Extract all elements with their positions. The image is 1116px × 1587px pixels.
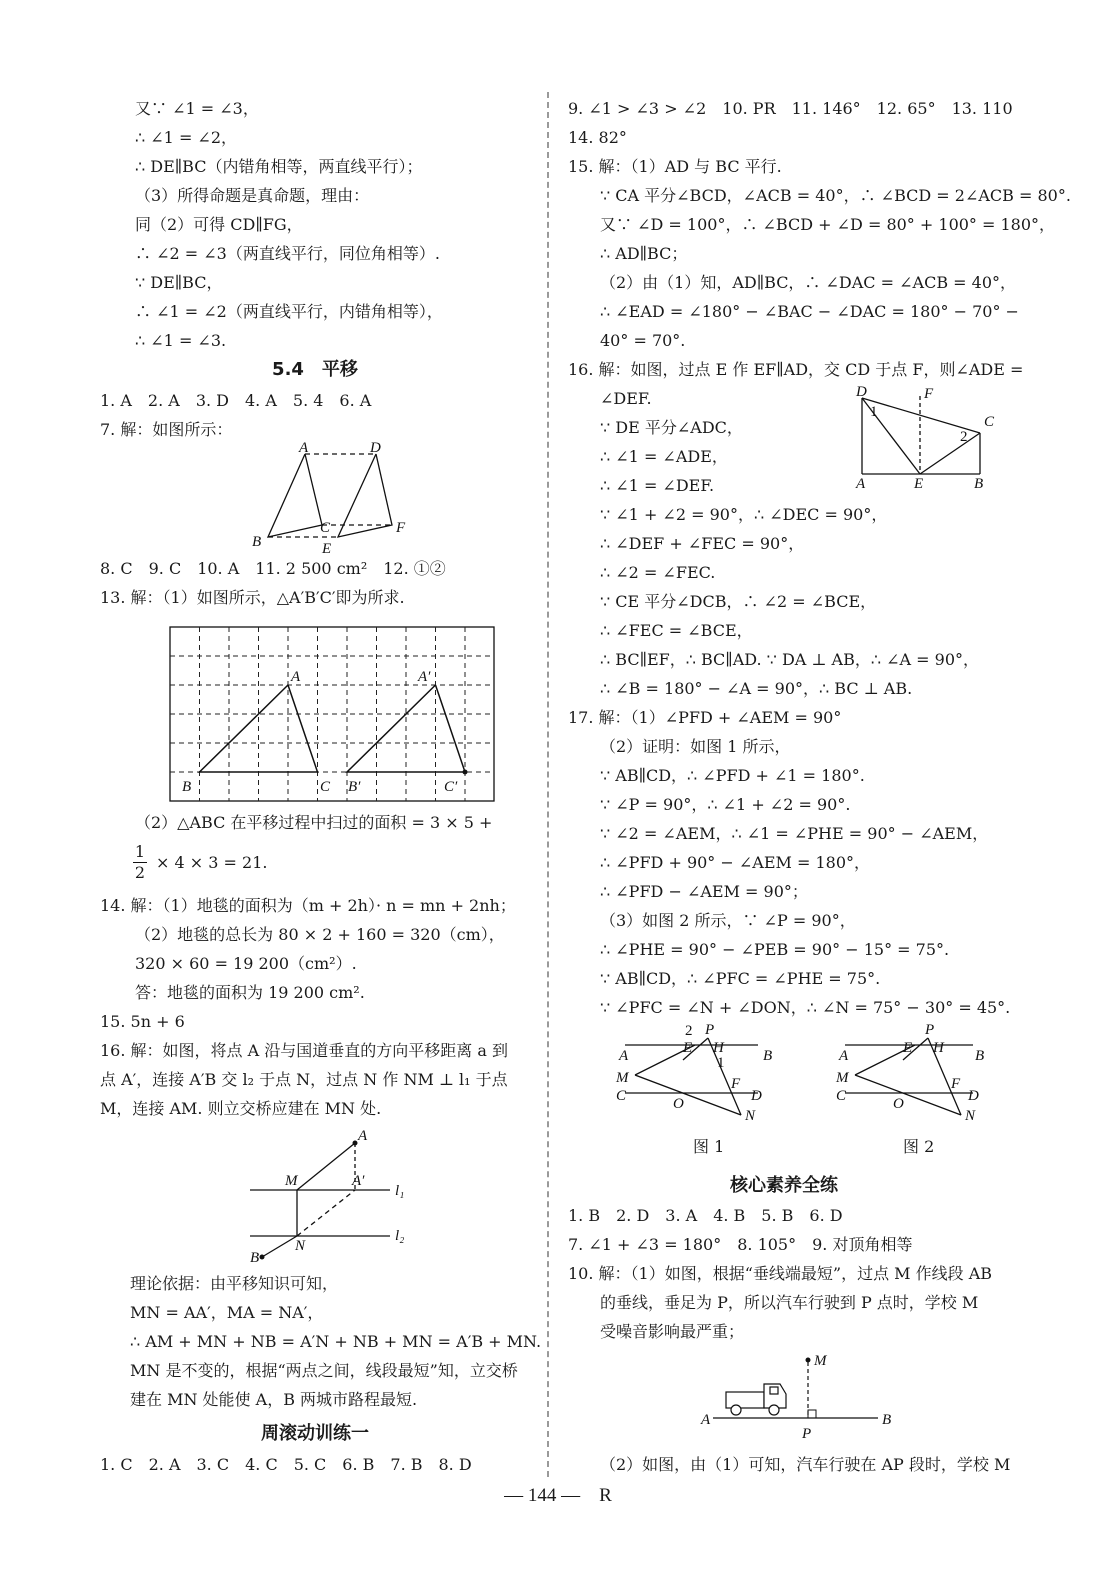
- truck-icon: [726, 1384, 786, 1415]
- label-F: F: [924, 386, 934, 402]
- label-C: C: [616, 1088, 627, 1104]
- label-E: E: [914, 476, 924, 492]
- figure-q13-grid: [168, 625, 498, 805]
- text-line: ∠DEF.: [600, 389, 652, 408]
- text-line: ∴ ∠2 = ∠3（两直线平行，同位角相等）.: [135, 244, 440, 263]
- label-C: C: [320, 520, 331, 536]
- text-line: ∴ ∠1 = ∠DEF.: [600, 476, 715, 495]
- label-M: M: [836, 1070, 849, 1086]
- text-line: 15. 5n + 6: [100, 1012, 185, 1031]
- text-line: ∵ CE 平分∠DCB，∴ ∠2 = ∠BCE，: [600, 592, 877, 611]
- text-line: （2）由（1）知，AD∥BC，∴ ∠DAC = ∠ACB = 40°，: [600, 273, 1017, 292]
- text-line: 又∵ ∠1 = ∠3，: [135, 99, 259, 118]
- label-E: E: [903, 1040, 913, 1056]
- text-line: 40° = 70°.: [600, 331, 686, 350]
- label-A-prime: A′: [352, 1173, 365, 1189]
- text-line: ∵ ∠PFC = ∠N + ∠DON，∴ ∠N = 75° − 30° = 45°.: [600, 998, 1011, 1017]
- label-H: H: [933, 1040, 944, 1056]
- text-line: ∴ ∠PFD + 90° − ∠AEM = 180°，: [600, 853, 871, 872]
- text-line: 9. ∠1 > ∠3 > ∠2 10. PR 11. 146° 12. 65° 13. 110: [568, 99, 1013, 118]
- angle-label-2: 2: [685, 1023, 693, 1039]
- figure-q17-fig2: [833, 1020, 1003, 1130]
- figure-caption-1: 图 1: [693, 1137, 725, 1156]
- label-E: E: [683, 1040, 693, 1056]
- text-line: ∴ ∠DEF + ∠FEC = 90°，: [600, 534, 805, 553]
- text-line: 1. A 2. A 3. D 4. A 5. 4 6. A: [100, 391, 372, 410]
- text-line: （3）所得命题是真命题，理由：: [135, 186, 370, 205]
- figure-q16-right: [850, 386, 1000, 492]
- text-line: 1. C 2. A 3. C 4. C 5. C 6. B 7. B 8. D: [100, 1455, 472, 1474]
- text-line: （2）证明：如图 1 所示，: [600, 737, 791, 756]
- label-B: B: [975, 1048, 985, 1064]
- label-B: B: [182, 779, 192, 795]
- text-line: 16. 解：如图，过点 E 作 EF∥AD，交 CD 于点 F，则∠ADE =: [568, 360, 1024, 379]
- label-C: C: [836, 1088, 847, 1104]
- column-divider: [547, 92, 549, 1477]
- label-C: C: [320, 779, 331, 795]
- label-M: M: [285, 1173, 298, 1189]
- text-line: ∵ CA 平分∠BCD，∠ACB = 40°，∴ ∠BCD = 2∠ACB = 80°.: [600, 186, 1071, 205]
- fraction-denominator: 2: [134, 863, 146, 882]
- label-D: D: [968, 1088, 979, 1104]
- label-C: C: [984, 414, 995, 430]
- text-line: （2）地毯的总长为 80 × 2 + 160 = 320（cm），: [135, 925, 505, 944]
- label-A: A: [299, 442, 309, 456]
- text-line: ∴ ∠2 = ∠FEC.: [600, 563, 716, 582]
- label-D: D: [751, 1088, 762, 1104]
- label-M: M: [616, 1070, 629, 1086]
- text-line: 建在 MN 处能使 A，B 两城市路程最短.: [130, 1390, 418, 1409]
- text-line: MN = AA′，MA = NA′，: [130, 1303, 324, 1322]
- text-line: ∴ ∠1 = ∠3.: [135, 331, 227, 350]
- text-line: ∵ DE 平分∠ADC，: [600, 418, 743, 437]
- text-line: 同（2）可得 CD∥FG，: [135, 215, 303, 234]
- text-line: 点 A′，连接 A′B 交 l₂ 于点 N，过点 N 作 NM ⊥ l₁ 于点: [100, 1070, 508, 1089]
- text-line: （3）如图 2 所示，∵ ∠P = 90°，: [600, 911, 856, 930]
- text-line: 7. ∠1 + ∠3 = 180° 8. 105° 9. 对顶角相等: [568, 1235, 913, 1254]
- label-E: E: [322, 541, 332, 557]
- text-line: 又∵ ∠D = 100°，∴ ∠BCD + ∠D = 80° + 100° = 180°，: [600, 215, 1056, 234]
- fraction-numerator: 1: [134, 842, 146, 861]
- label-F: F: [731, 1076, 741, 1092]
- label-D: D: [370, 442, 381, 456]
- figure-q16-bridge: [240, 1125, 420, 1265]
- text-line: 13. 解：（1）如图所示，△A′B′C′即为所求.: [100, 588, 405, 607]
- text-line: 14. 82°: [568, 128, 627, 147]
- text-line: 8. C 9. C 10. A 11. 2 500 cm² 12. ①②: [100, 559, 446, 578]
- label-B: B: [974, 476, 984, 492]
- angle-label-1: 1: [717, 1055, 725, 1071]
- label-A: A: [856, 476, 866, 492]
- text-line: ∵ AB∥CD，∴ ∠PFC = ∠PHE = 75°.: [600, 969, 881, 988]
- text-line: ∴ ∠EAD = ∠180° − ∠BAC − ∠DAC = 180° − 70° −: [600, 302, 1019, 321]
- text-line: ∵ ∠2 = ∠AEM，∴ ∠1 = ∠PHE = 90° − ∠AEM，: [600, 824, 989, 843]
- label-l1: l₁: [395, 1183, 405, 1199]
- page-footer: — 144 — R: [504, 1485, 612, 1506]
- figure-q10-truck: [698, 1348, 908, 1443]
- label-A: A: [619, 1048, 629, 1064]
- section-title-core-literacy: 核心素养全练: [730, 1175, 838, 1196]
- text-line: ∴ ∠PHE = 90° − ∠PEB = 90° − 15° = 75°.: [600, 940, 950, 959]
- label-A-prime: A′: [418, 669, 431, 685]
- label-A: A: [839, 1048, 849, 1064]
- text-line: ∴ AD∥BC；: [600, 244, 688, 263]
- text-line: 答：地毯的面积为 19 200 cm².: [135, 983, 365, 1002]
- angle-label-1: 1: [870, 404, 878, 420]
- text-line: MN 是不变的，根据“两点之间，线段最短”知，立交桥: [130, 1361, 518, 1380]
- text-line: 16. 解：如图，将点 A 沿与国道垂直的方向平移距离 a 到: [100, 1041, 508, 1060]
- text-line: ∴ ∠1 = ∠ADE，: [600, 447, 728, 466]
- text-line: ∴ ∠PFD − ∠AEM = 90°；: [600, 882, 808, 901]
- label-P: P: [705, 1022, 715, 1038]
- label-P: P: [802, 1426, 812, 1442]
- angle-label-2: 2: [960, 429, 968, 445]
- label-B-prime: B′: [348, 779, 361, 795]
- label-F: F: [951, 1076, 961, 1092]
- figure-q7: [250, 442, 420, 557]
- text-line: 15. 解：（1）AD 与 BC 平行.: [568, 157, 782, 176]
- label-N: N: [745, 1108, 756, 1124]
- text-line: ∵ AB∥CD，∴ ∠PFD + ∠1 = 180°.: [600, 766, 865, 785]
- text-line: ∴ DE∥BC（内错角相等，两直线平行）；: [135, 157, 423, 176]
- label-l2: l₂: [395, 1228, 405, 1244]
- section-title-weekly-training: 周滚动训练一: [261, 1423, 369, 1444]
- text-line: ∵ ∠1 + ∠2 = 90°，∴ ∠DEC = 90°，: [600, 505, 888, 524]
- text-line: 10. 解：（1）如图，根据“垂线端最短”，过点 M 作线段 AB: [568, 1264, 993, 1283]
- text-line: ∴ ∠FEC = ∠BCE，: [600, 621, 753, 640]
- label-D: D: [856, 386, 867, 400]
- fraction-one-half: [133, 842, 147, 883]
- label-O: O: [893, 1096, 904, 1112]
- text-line: ∴ ∠B = 180° − ∠A = 90°，∴ BC ⊥ AB.: [600, 679, 913, 698]
- label-B: B: [763, 1048, 773, 1064]
- label-A: A: [291, 669, 301, 685]
- label-N: N: [295, 1238, 306, 1254]
- label-P: P: [925, 1022, 935, 1038]
- text-line: × 4 × 3 = 21.: [156, 853, 268, 872]
- text-line: （2）△ABC 在平移过程中扫过的面积 = 3 × 5 +: [135, 813, 493, 832]
- text-line: ∴ AM + MN + NB = A′N + NB + MN = A′B + MN.: [130, 1332, 542, 1351]
- figure-caption-2: 图 2: [903, 1137, 935, 1156]
- label-A: A: [358, 1128, 368, 1144]
- text-line: M，连接 AM. 则立交桥应建在 MN 处.: [100, 1099, 382, 1118]
- text-line: 14. 解：（1）地毯的面积为（m + 2h）· n = mn + 2nh；: [100, 896, 516, 915]
- label-A: A: [701, 1412, 711, 1428]
- label-C-prime: C′: [444, 779, 458, 795]
- label-B: B: [250, 1250, 260, 1265]
- label-N: N: [965, 1108, 976, 1124]
- text-line: 17. 解：（1）∠PFD + ∠AEM = 90°: [568, 708, 842, 727]
- text-line: ∵ ∠P = 90°，∴ ∠1 + ∠2 = 90°.: [600, 795, 851, 814]
- label-F: F: [396, 520, 406, 536]
- text-line: 1. B 2. D 3. A 4. B 5. B 6. D: [568, 1206, 843, 1225]
- figure-q17-fig1: [613, 1020, 788, 1130]
- text-line: 理论依据：由平移知识可知，: [130, 1274, 339, 1293]
- text-line: 受噪音影响最严重；: [600, 1322, 745, 1341]
- label-H: H: [713, 1040, 724, 1056]
- text-line: ∴ ∠1 = ∠2（两直线平行，内错角相等），: [135, 302, 443, 321]
- label-M: M: [814, 1353, 827, 1369]
- text-line: ∵ DE∥BC，: [135, 273, 223, 292]
- section-title-translation: 5.4 平移: [272, 359, 358, 380]
- label-B: B: [252, 534, 262, 550]
- text-line: 7. 解：如图所示：: [100, 420, 233, 439]
- text-line: ∴ ∠1 = ∠2，: [135, 128, 238, 147]
- text-line: 320 × 60 = 19 200（cm²）.: [135, 954, 357, 973]
- text-line: （2）如图，由（1）可知，汽车行驶在 AP 段时，学校 M: [600, 1455, 1011, 1474]
- text-line: ∴ BC∥EF，∴ BC∥AD. ∵ DA ⊥ AB，∴ ∠A = 90°，: [600, 650, 980, 669]
- text-line: 的垂线，垂足为 P，所以汽车行驶到 P 点时，学校 M: [600, 1293, 979, 1312]
- label-O: O: [673, 1096, 684, 1112]
- label-B: B: [882, 1412, 892, 1428]
